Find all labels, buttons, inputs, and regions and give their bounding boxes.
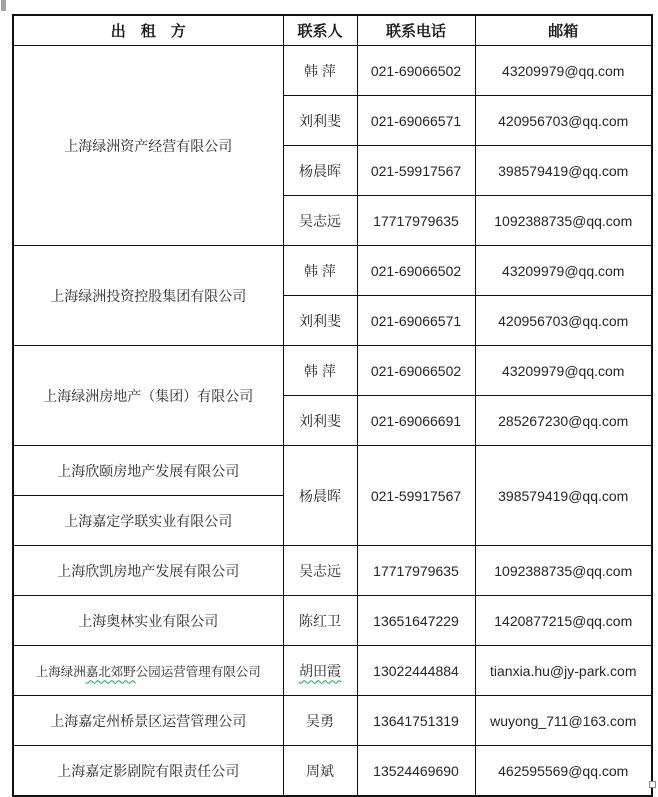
- phone-cell: 13641751319: [357, 696, 475, 746]
- header-lessor: 出 租 方: [13, 15, 283, 46]
- contact-name-cell: 陈红卫: [283, 596, 357, 646]
- phone-cell: 021-69066571: [357, 96, 475, 146]
- company-cell: [13, 646, 283, 696]
- email-cell: 398579419@qq.com: [475, 146, 652, 196]
- phone-cell: 021-59917567: [357, 446, 475, 546]
- contact-name-cell: 韩 萍: [283, 46, 357, 96]
- email-cell: 43209979@qq.com: [475, 346, 652, 396]
- company-cell: 上海欣颐房地产发展有限公司: [13, 446, 283, 496]
- phone-cell: 021-69066571: [357, 296, 475, 346]
- phone-cell: 17717979635: [357, 546, 475, 596]
- company-cell: 上海嘉定影剧院有限责任公司: [13, 746, 283, 797]
- company-cell: 上海欣凯房地产发展有限公司: [13, 546, 283, 596]
- contact-name-cell: 刘利斐: [283, 296, 357, 346]
- company-name-part: 上海绿洲: [35, 664, 86, 679]
- email-cell: 462595569@qq.com: [475, 746, 652, 797]
- company-cell: 上海嘉定学联实业有限公司: [13, 496, 283, 546]
- table-resize-handle[interactable]: [649, 781, 656, 788]
- phone-cell: 021-69066691: [357, 396, 475, 446]
- company-name-part-spellcheck: 嘉北郊野: [85, 664, 136, 679]
- table-row: [13, 46, 652, 96]
- phone-cell: 13651647229: [357, 596, 475, 646]
- contact-name-cell: 吴勇: [283, 696, 357, 746]
- contact-name-cell: 杨晨晖: [283, 446, 357, 546]
- company-name-part: 公园运营管理有限公司: [135, 664, 261, 679]
- contact-name-cell: 刘利斐: [283, 96, 357, 146]
- phone-cell: 13524469690: [357, 746, 475, 797]
- email-cell: 420956703@qq.com: [475, 296, 652, 346]
- company-cell: 上海奥林实业有限公司: [13, 596, 283, 646]
- company-cell: 上海绿洲房地产（集团）有限公司: [13, 346, 283, 446]
- email-cell: 43209979@qq.com: [475, 46, 652, 96]
- phone-cell: 021-59917567: [357, 146, 475, 196]
- header-contact: 联系人: [283, 15, 357, 46]
- contact-name-cell: 吴志远: [283, 546, 357, 596]
- table-row: [13, 746, 652, 797]
- table-row: [13, 546, 652, 596]
- table-row: [13, 446, 652, 496]
- phone-cell: 021-69066502: [357, 246, 475, 296]
- phone-cell: 021-69066502: [357, 346, 475, 396]
- email-cell: wuyong_711@163.com: [475, 696, 652, 746]
- header-phone: 联系电话: [357, 15, 475, 46]
- table-row: [13, 696, 652, 746]
- table-row: [13, 596, 652, 646]
- table-row: [13, 346, 652, 396]
- contact-name-cell: [283, 646, 357, 696]
- email-cell: 398579419@qq.com: [475, 446, 652, 546]
- email-cell: 1092388735@qq.com: [475, 546, 652, 596]
- email-cell: 420956703@qq.com: [475, 96, 652, 146]
- company-cell: 上海绿洲资产经营有限公司: [13, 46, 283, 246]
- company-cell: 上海绿洲投资控股集团有限公司: [13, 246, 283, 346]
- header-email: 邮箱: [475, 15, 652, 46]
- contact-name-cell: 韩 萍: [283, 346, 357, 396]
- contact-name-cell: 刘利斐: [283, 396, 357, 446]
- contact-name-cell: 杨晨晖: [283, 146, 357, 196]
- phone-cell: 17717979635: [357, 196, 475, 246]
- phone-cell: 13022444884: [357, 646, 475, 696]
- company-cell: 上海嘉定州桥景区运营管理公司: [13, 696, 283, 746]
- table-row: [13, 246, 652, 296]
- contact-name-spellcheck: 胡田霞: [299, 662, 341, 679]
- contact-name-cell: 周斌: [283, 746, 357, 797]
- contact-name-cell: 韩 萍: [283, 246, 357, 296]
- email-cell: tianxia.hu@jy-park.com: [475, 646, 652, 696]
- lessor-contacts-table: [12, 14, 653, 797]
- email-cell: 1092388735@qq.com: [475, 196, 652, 246]
- page-edge-artifact: [1, 0, 6, 11]
- contact-name-cell: 吴志远: [283, 196, 357, 246]
- email-cell: 1420877215@qq.com: [475, 596, 652, 646]
- table-row: [13, 646, 652, 696]
- table-header-row: [13, 15, 652, 46]
- email-cell: 285267230@qq.com: [475, 396, 652, 446]
- email-cell: 43209979@qq.com: [475, 246, 652, 296]
- phone-cell: 021-69066502: [357, 46, 475, 96]
